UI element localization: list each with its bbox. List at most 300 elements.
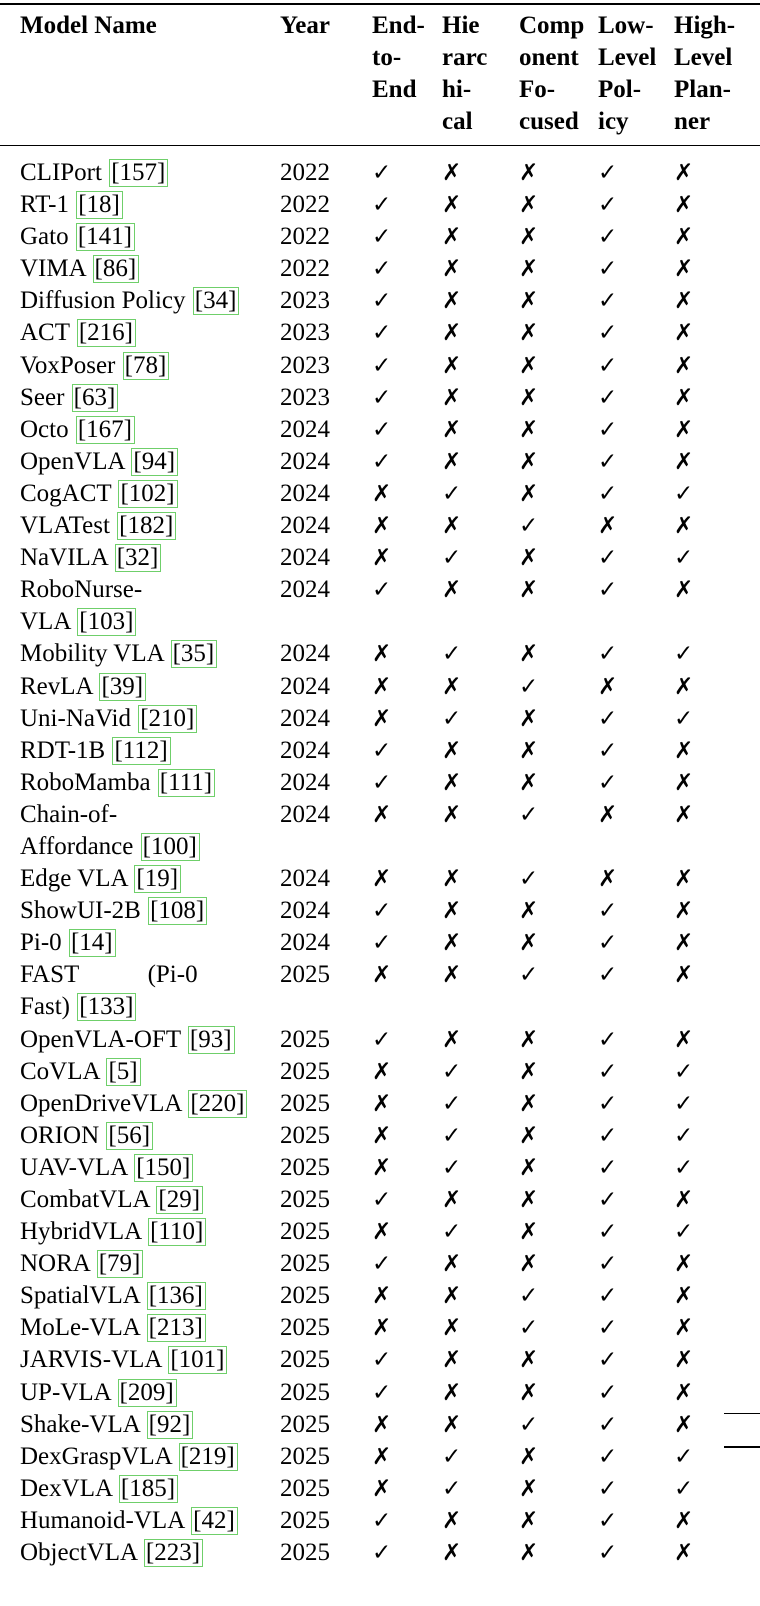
year-cell: 2024 bbox=[280, 447, 330, 475]
check-mark-icon: ✓ bbox=[674, 1443, 694, 1470]
model-name-cell bbox=[20, 1537, 260, 1569]
check-mark-icon: ✓ bbox=[372, 1379, 392, 1406]
cross-mark-icon: ✗ bbox=[372, 1090, 392, 1117]
check-mark-icon: ✓ bbox=[674, 1154, 694, 1181]
year-cell: 2024 bbox=[280, 512, 330, 540]
model-name: Pi-0 bbox=[20, 929, 62, 957]
cross-mark-icon: ✗ bbox=[519, 448, 539, 475]
check-mark-icon: ✓ bbox=[598, 1187, 618, 1213]
cross-mark-icon: ✗ bbox=[674, 1540, 694, 1567]
citation-link[interactable]: [216] bbox=[77, 319, 136, 347]
cross-mark-icon: ✗ bbox=[372, 1122, 392, 1149]
cross-mark-icon: ✗ bbox=[442, 1187, 462, 1213]
cross-mark-icon: ✗ bbox=[519, 1187, 539, 1213]
check-mark-icon: ✓ bbox=[442, 1475, 462, 1502]
cross-mark-icon: ✗ bbox=[519, 1026, 539, 1053]
cross-mark-icon: ✗ bbox=[442, 352, 462, 379]
year-cell: 2025 bbox=[280, 1121, 330, 1149]
citation-link[interactable]: [110] bbox=[148, 1218, 206, 1246]
check-mark-icon: ✓ bbox=[372, 352, 392, 379]
page-edge-rule bbox=[724, 1446, 760, 1448]
year-cell: 2024 bbox=[280, 865, 330, 893]
check-mark-icon: ✓ bbox=[598, 288, 618, 315]
model-name: MoLe-VLA bbox=[20, 1314, 140, 1342]
model-name-cell bbox=[20, 1056, 260, 1088]
header-end-to-end: End- to- End bbox=[372, 12, 425, 103]
check-mark-icon: ✓ bbox=[598, 416, 618, 443]
model-name: RevLA bbox=[20, 672, 93, 700]
year-cell: 2022 bbox=[280, 223, 330, 251]
table-row bbox=[0, 863, 760, 895]
check-mark-icon: ✓ bbox=[598, 1540, 618, 1567]
cross-mark-icon: ✗ bbox=[674, 1507, 694, 1534]
check-mark-icon: ✓ bbox=[598, 1058, 618, 1085]
year-cell: 2025 bbox=[280, 1378, 330, 1406]
check-mark-icon: ✓ bbox=[598, 1347, 618, 1374]
check-mark-icon: ✓ bbox=[442, 1090, 462, 1117]
cross-mark-icon: ✗ bbox=[519, 898, 539, 925]
model-name: Seer bbox=[20, 383, 65, 411]
year-cell: 2023 bbox=[280, 351, 330, 379]
model-name: OpenVLA-OFT bbox=[20, 1025, 181, 1053]
model-name-cell bbox=[20, 735, 260, 767]
citation-link[interactable]: [103] bbox=[77, 608, 136, 636]
model-name-cell bbox=[20, 221, 260, 253]
year-cell: 2022 bbox=[280, 191, 330, 219]
check-mark-icon: ✓ bbox=[674, 1219, 694, 1246]
year-cell: 2025 bbox=[280, 1186, 330, 1213]
citation-link[interactable]: [101] bbox=[168, 1346, 227, 1374]
table-row bbox=[0, 703, 760, 735]
year-cell: 2024 bbox=[280, 736, 330, 764]
table-row bbox=[0, 767, 760, 799]
check-mark-icon: ✓ bbox=[372, 384, 392, 411]
citation-link[interactable]: [94] bbox=[131, 448, 178, 476]
check-mark-icon: ✓ bbox=[674, 480, 694, 507]
citation-link[interactable]: [150] bbox=[134, 1154, 193, 1182]
model-name: Edge VLA bbox=[20, 865, 128, 893]
cross-mark-icon: ✗ bbox=[519, 320, 539, 347]
check-mark-icon: ✓ bbox=[442, 641, 462, 668]
year-cell: 2025 bbox=[280, 1442, 330, 1470]
year-cell: 2025 bbox=[280, 1218, 330, 1246]
citation-link[interactable]: [93] bbox=[188, 1026, 235, 1054]
table-row bbox=[0, 446, 760, 478]
table-row bbox=[0, 574, 760, 638]
cross-mark-icon: ✗ bbox=[372, 1219, 392, 1246]
year-cell: 2024 bbox=[280, 640, 330, 668]
check-mark-icon: ✓ bbox=[519, 1315, 539, 1342]
check-mark-icon: ✓ bbox=[598, 898, 618, 925]
year-cell: 2025 bbox=[280, 1346, 330, 1374]
citation-link[interactable]: [136] bbox=[147, 1282, 206, 1310]
citation-link[interactable]: [14] bbox=[69, 929, 116, 957]
model-name-cell bbox=[20, 317, 260, 349]
check-mark-icon: ✓ bbox=[674, 1475, 694, 1502]
cross-mark-icon: ✗ bbox=[442, 866, 462, 893]
check-mark-icon: ✓ bbox=[372, 1187, 392, 1213]
citation-link[interactable]: [35] bbox=[171, 640, 218, 668]
cross-mark-icon: ✗ bbox=[372, 1058, 392, 1085]
cross-mark-icon: ✗ bbox=[372, 962, 392, 989]
year-cell: 2024 bbox=[280, 415, 330, 443]
year-cell: 2025 bbox=[280, 1057, 330, 1085]
check-mark-icon: ✓ bbox=[598, 192, 618, 219]
table-top-rule bbox=[0, 3, 760, 5]
header-low-level-policy: Low- Level Pol- icy bbox=[598, 12, 657, 135]
cross-mark-icon: ✗ bbox=[519, 545, 539, 572]
model-name: RoboMamba bbox=[20, 768, 151, 796]
cross-mark-icon: ✗ bbox=[442, 962, 462, 989]
model-name-cell bbox=[20, 542, 260, 574]
cross-mark-icon: ✗ bbox=[442, 1411, 462, 1438]
citation-link[interactable]: [79] bbox=[97, 1250, 144, 1278]
check-mark-icon: ✓ bbox=[598, 1251, 618, 1278]
cross-mark-icon: ✗ bbox=[442, 224, 462, 251]
citation-link[interactable]: [5] bbox=[106, 1058, 140, 1086]
cross-mark-icon: ✗ bbox=[519, 1154, 539, 1181]
check-mark-icon: ✓ bbox=[442, 1219, 462, 1246]
cross-mark-icon: ✗ bbox=[442, 1283, 462, 1310]
cross-mark-icon: ✗ bbox=[674, 930, 694, 957]
table-row bbox=[0, 1312, 760, 1344]
check-mark-icon: ✓ bbox=[442, 1058, 462, 1085]
cross-mark-icon: ✗ bbox=[372, 641, 392, 668]
model-name: CoVLA bbox=[20, 1057, 100, 1085]
citation-link[interactable]: [102] bbox=[118, 480, 177, 508]
model-name-cell bbox=[20, 1473, 260, 1505]
cross-mark-icon: ✗ bbox=[519, 1347, 539, 1374]
cross-mark-icon: ✗ bbox=[674, 1347, 694, 1374]
check-mark-icon: ✓ bbox=[372, 416, 392, 443]
model-name-cell bbox=[20, 253, 260, 285]
model-name-cell bbox=[20, 1312, 260, 1344]
cross-mark-icon: ✗ bbox=[519, 1058, 539, 1085]
year-cell: 2024 bbox=[280, 704, 330, 732]
model-name: HybridVLA bbox=[20, 1218, 141, 1246]
header-component-focused: Comp onent Fo- cused bbox=[519, 12, 585, 135]
check-mark-icon: ✓ bbox=[519, 673, 539, 700]
citation-link[interactable]: [34] bbox=[193, 287, 240, 315]
cross-mark-icon: ✗ bbox=[372, 1443, 392, 1470]
cross-mark-icon: ✗ bbox=[519, 705, 539, 732]
citation-link[interactable]: [210] bbox=[138, 705, 197, 733]
model-name-continued: VLA bbox=[20, 608, 70, 636]
table-row bbox=[0, 414, 760, 446]
cross-mark-icon: ✗ bbox=[674, 1283, 694, 1310]
citation-link[interactable]: [157] bbox=[109, 159, 168, 187]
year-cell: 2024 bbox=[280, 897, 330, 925]
cross-mark-icon: ✗ bbox=[519, 416, 539, 443]
model-name-cell bbox=[20, 1120, 260, 1152]
model-name-cell bbox=[20, 927, 260, 959]
check-mark-icon: ✓ bbox=[598, 448, 618, 475]
table-row bbox=[0, 671, 760, 703]
cross-mark-icon: ✗ bbox=[372, 1283, 392, 1310]
cross-mark-icon: ✗ bbox=[674, 577, 694, 604]
check-mark-icon: ✓ bbox=[598, 1122, 618, 1149]
cross-mark-icon: ✗ bbox=[442, 1251, 462, 1278]
year-cell: 2023 bbox=[280, 287, 330, 315]
table-row bbox=[0, 1152, 760, 1184]
citation-link[interactable]: [209] bbox=[118, 1379, 177, 1407]
cross-mark-icon: ✗ bbox=[519, 224, 539, 251]
check-mark-icon: ✓ bbox=[372, 160, 392, 186]
citation-link[interactable]: [167] bbox=[76, 416, 135, 444]
model-name-cell bbox=[20, 157, 260, 189]
model-name: Uni-NaVid bbox=[20, 704, 131, 732]
cross-mark-icon: ✗ bbox=[674, 898, 694, 925]
check-mark-icon: ✓ bbox=[372, 320, 392, 347]
check-mark-icon: ✓ bbox=[372, 930, 392, 957]
citation-link[interactable]: [220] bbox=[188, 1090, 247, 1118]
model-name: DexVLA bbox=[20, 1474, 112, 1502]
table-row bbox=[0, 927, 760, 959]
check-mark-icon: ✓ bbox=[598, 1219, 618, 1246]
cross-mark-icon: ✗ bbox=[372, 480, 392, 507]
year-cell: 2025 bbox=[280, 1314, 330, 1342]
model-name: VLATest bbox=[20, 512, 110, 540]
year-cell: 2024 bbox=[280, 576, 330, 604]
table-row bbox=[0, 478, 760, 510]
table-row bbox=[0, 1377, 760, 1409]
model-name: DexGraspVLA bbox=[20, 1442, 172, 1470]
cross-mark-icon: ✗ bbox=[674, 513, 694, 540]
cross-mark-icon: ✗ bbox=[519, 256, 539, 283]
check-mark-icon: ✓ bbox=[598, 1154, 618, 1181]
model-name-cell bbox=[20, 1344, 260, 1376]
citation-link[interactable]: [219] bbox=[179, 1443, 238, 1471]
citation-link[interactable]: [78] bbox=[123, 352, 170, 380]
model-name-cell bbox=[20, 574, 260, 638]
table-row bbox=[0, 253, 760, 285]
citation-link[interactable]: [56] bbox=[106, 1122, 153, 1150]
check-mark-icon: ✓ bbox=[598, 737, 618, 764]
cross-mark-icon: ✗ bbox=[442, 513, 462, 540]
model-name: JARVIS-VLA bbox=[20, 1346, 162, 1374]
citation-link[interactable]: [39] bbox=[99, 673, 146, 701]
model-name-cell bbox=[20, 1088, 260, 1120]
check-mark-icon: ✓ bbox=[598, 352, 618, 379]
check-mark-icon: ✓ bbox=[598, 1283, 618, 1310]
model-name: OpenVLA bbox=[20, 447, 125, 475]
cross-mark-icon: ✗ bbox=[442, 384, 462, 411]
table-row bbox=[0, 1024, 760, 1056]
cross-mark-icon: ✗ bbox=[372, 866, 392, 893]
model-name: CogACT bbox=[20, 479, 112, 507]
check-mark-icon: ✓ bbox=[442, 705, 462, 732]
model-name-cell bbox=[20, 1505, 260, 1537]
cross-mark-icon: ✗ bbox=[674, 801, 694, 828]
model-name-continued: Fast) bbox=[20, 993, 70, 1021]
model-name-cell bbox=[20, 285, 260, 317]
cross-mark-icon: ✗ bbox=[372, 1315, 392, 1342]
citation-link[interactable]: [32] bbox=[115, 544, 162, 572]
table-row bbox=[0, 1216, 760, 1248]
table-row bbox=[0, 510, 760, 542]
cross-mark-icon: ✗ bbox=[442, 737, 462, 764]
cross-mark-icon: ✗ bbox=[442, 160, 462, 186]
header-model-name: Model Name bbox=[20, 12, 157, 39]
check-mark-icon: ✓ bbox=[674, 705, 694, 732]
table-row bbox=[0, 285, 760, 317]
model-name-cell bbox=[20, 799, 260, 863]
check-mark-icon: ✓ bbox=[598, 1379, 618, 1406]
year-cell: 2025 bbox=[280, 1025, 330, 1053]
cross-mark-icon: ✗ bbox=[674, 448, 694, 475]
check-mark-icon: ✓ bbox=[442, 545, 462, 572]
check-mark-icon: ✓ bbox=[372, 288, 392, 315]
table-row bbox=[0, 895, 760, 927]
year-cell: 2024 bbox=[280, 800, 330, 828]
model-name: Chain-of- bbox=[20, 800, 118, 828]
cross-mark-icon: ✗ bbox=[372, 1475, 392, 1502]
cross-mark-icon: ✗ bbox=[519, 577, 539, 604]
citation-link[interactable]: [19] bbox=[134, 865, 181, 893]
table-row bbox=[0, 350, 760, 382]
cross-mark-icon: ✗ bbox=[442, 577, 462, 604]
citation-link[interactable]: [111] bbox=[158, 769, 215, 797]
cross-mark-icon: ✗ bbox=[519, 1475, 539, 1502]
citation-link[interactable]: [18] bbox=[76, 191, 123, 219]
cross-mark-icon: ✗ bbox=[519, 769, 539, 796]
cross-mark-icon: ✗ bbox=[674, 160, 694, 186]
check-mark-icon: ✓ bbox=[372, 1347, 392, 1374]
check-mark-icon: ✓ bbox=[598, 224, 618, 251]
citation-link[interactable]: [86] bbox=[93, 255, 140, 283]
citation-link[interactable]: [141] bbox=[76, 223, 135, 251]
table-body bbox=[0, 157, 760, 1569]
cross-mark-icon: ✗ bbox=[372, 513, 392, 540]
table-row bbox=[0, 1409, 760, 1441]
cross-mark-icon: ✗ bbox=[442, 1315, 462, 1342]
page-edge-rule bbox=[724, 1413, 760, 1414]
citation-link[interactable]: [42] bbox=[191, 1507, 238, 1535]
cross-mark-icon: ✗ bbox=[519, 641, 539, 668]
cross-mark-icon: ✗ bbox=[372, 673, 392, 700]
cross-mark-icon: ✗ bbox=[674, 737, 694, 764]
cross-mark-icon: ✗ bbox=[674, 256, 694, 283]
check-mark-icon: ✓ bbox=[372, 192, 392, 219]
citation-link[interactable]: [133] bbox=[77, 993, 136, 1021]
model-name: ObjectVLA bbox=[20, 1539, 137, 1567]
header-high-level-planner: High- Level Plan- ner bbox=[674, 12, 736, 135]
check-mark-icon: ✓ bbox=[519, 1283, 539, 1310]
check-mark-icon: ✓ bbox=[598, 545, 618, 572]
year-cell: 2025 bbox=[280, 1089, 330, 1117]
cross-mark-icon: ✗ bbox=[442, 1347, 462, 1374]
cross-mark-icon: ✗ bbox=[598, 513, 618, 540]
header-rule bbox=[0, 145, 760, 146]
model-name-cell bbox=[20, 1280, 260, 1312]
model-name: Humanoid-VLA bbox=[20, 1506, 184, 1534]
check-mark-icon: ✓ bbox=[372, 448, 392, 475]
cross-mark-icon: ✗ bbox=[442, 801, 462, 828]
table-row bbox=[0, 1505, 760, 1537]
cross-mark-icon: ✗ bbox=[674, 1026, 694, 1053]
model-name-cell bbox=[20, 959, 260, 1023]
model-name-cell bbox=[20, 1152, 260, 1184]
year-cell: 2024 bbox=[280, 544, 330, 572]
model-name-cell bbox=[20, 1377, 260, 1409]
cross-mark-icon: ✗ bbox=[519, 1379, 539, 1406]
cross-mark-icon: ✗ bbox=[674, 769, 694, 796]
table-row bbox=[0, 1184, 760, 1216]
table-row bbox=[0, 189, 760, 221]
check-mark-icon: ✓ bbox=[598, 1090, 618, 1117]
table-row bbox=[0, 735, 760, 767]
cross-mark-icon: ✗ bbox=[674, 1411, 694, 1438]
cross-mark-icon: ✗ bbox=[519, 1251, 539, 1278]
header-hierarchical: Hie rarc hi- cal bbox=[442, 12, 488, 135]
cross-mark-icon: ✗ bbox=[674, 1379, 694, 1406]
table-row bbox=[0, 638, 760, 670]
citation-link[interactable]: [182] bbox=[117, 512, 176, 540]
year-cell: 2025 bbox=[280, 1410, 330, 1438]
citation-link[interactable]: [223] bbox=[144, 1539, 203, 1567]
model-name: RT-1 bbox=[20, 191, 69, 219]
model-name-cell bbox=[20, 863, 260, 895]
cross-mark-icon: ✗ bbox=[442, 673, 462, 700]
model-name: NORA bbox=[20, 1250, 90, 1278]
model-name: ORION bbox=[20, 1121, 100, 1149]
cross-mark-icon: ✗ bbox=[598, 866, 618, 893]
check-mark-icon: ✓ bbox=[598, 1443, 618, 1470]
model-name: Octo bbox=[20, 415, 69, 443]
citation-link[interactable]: [112] bbox=[112, 737, 170, 765]
model-name: ShowUI-2B bbox=[20, 897, 141, 925]
cross-mark-icon: ✗ bbox=[519, 480, 539, 507]
cross-mark-icon: ✗ bbox=[674, 1187, 694, 1213]
cross-mark-icon: ✗ bbox=[519, 352, 539, 379]
citation-link[interactable]: [100] bbox=[141, 833, 200, 861]
citation-link[interactable]: [213] bbox=[147, 1314, 206, 1342]
model-name: VoxPoser bbox=[20, 351, 116, 379]
cross-mark-icon: ✗ bbox=[674, 962, 694, 989]
check-mark-icon: ✓ bbox=[372, 256, 392, 283]
year-cell: 2025 bbox=[280, 1282, 330, 1310]
year-cell: 2023 bbox=[280, 383, 330, 411]
table-row bbox=[0, 1120, 760, 1152]
cross-mark-icon: ✗ bbox=[674, 224, 694, 251]
cross-mark-icon: ✗ bbox=[674, 320, 694, 347]
check-mark-icon: ✓ bbox=[598, 256, 618, 283]
table-row bbox=[0, 799, 760, 863]
year-cell: 2022 bbox=[280, 159, 330, 186]
citation-link[interactable]: [108] bbox=[148, 897, 207, 925]
cross-mark-icon: ✗ bbox=[442, 448, 462, 475]
cross-mark-icon: ✗ bbox=[519, 1507, 539, 1534]
check-mark-icon: ✓ bbox=[598, 320, 618, 347]
citation-link[interactable]: [185] bbox=[119, 1475, 178, 1503]
table-row bbox=[0, 1473, 760, 1505]
table-row bbox=[0, 317, 760, 349]
check-mark-icon: ✓ bbox=[372, 1540, 392, 1567]
check-mark-icon: ✓ bbox=[372, 1026, 392, 1053]
table-row bbox=[0, 959, 760, 1023]
cross-mark-icon: ✗ bbox=[442, 1540, 462, 1567]
cross-mark-icon: ✗ bbox=[674, 416, 694, 443]
citation-link[interactable]: [63] bbox=[72, 384, 119, 412]
citation-link[interactable]: [29] bbox=[156, 1186, 203, 1214]
year-cell: 2025 bbox=[280, 1506, 330, 1534]
cross-mark-icon: ✗ bbox=[674, 673, 694, 700]
citation-link[interactable]: [92] bbox=[147, 1411, 194, 1439]
cross-mark-icon: ✗ bbox=[372, 1411, 392, 1438]
check-mark-icon: ✓ bbox=[674, 1122, 694, 1149]
model-name-cell bbox=[20, 1024, 260, 1056]
cross-mark-icon: ✗ bbox=[442, 320, 462, 347]
